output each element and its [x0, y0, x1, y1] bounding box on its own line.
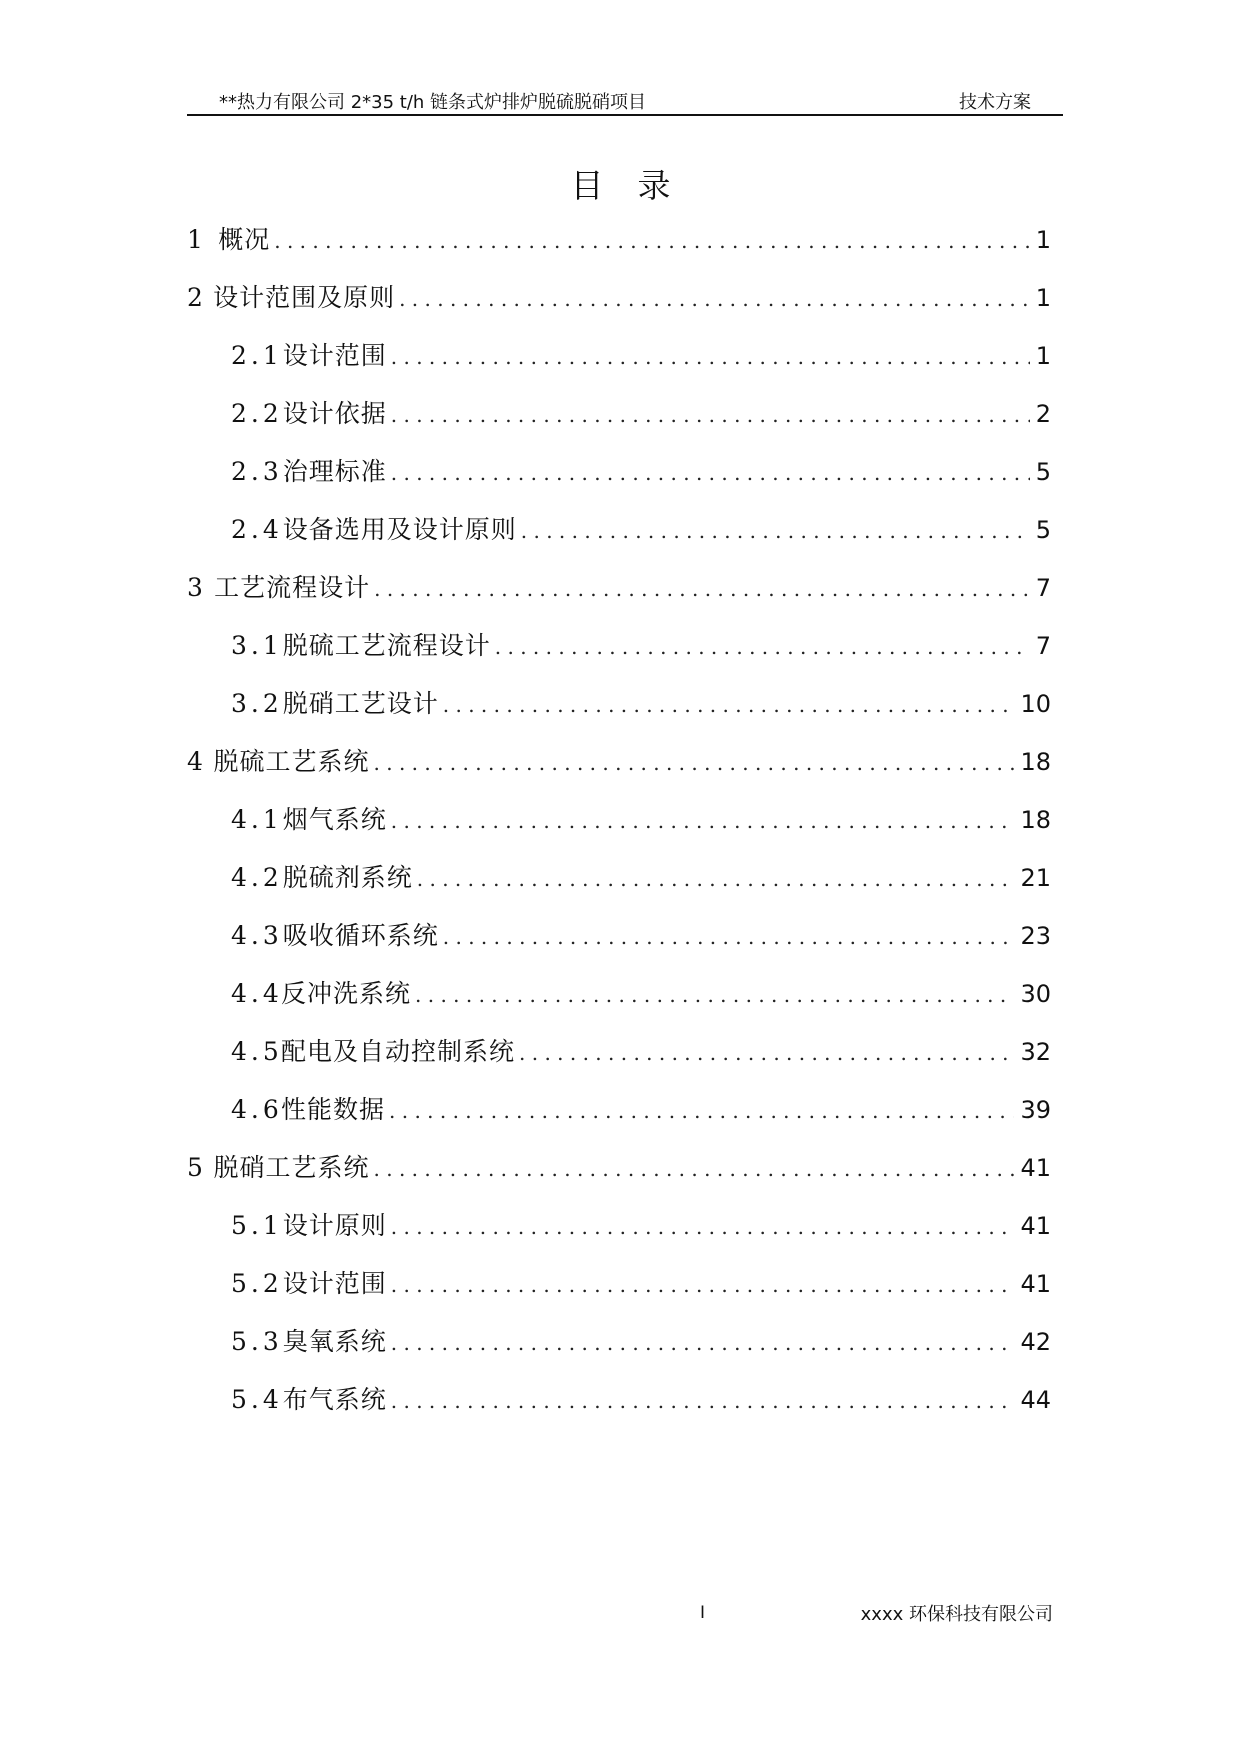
toc-entry[interactable] [187, 858, 1051, 898]
footer-company-name: xxxx 环保科技有限公司 [860, 1604, 1053, 1625]
dot-leader [389, 1091, 1014, 1131]
toc-entry-page: 44 [1020, 1386, 1051, 1414]
toc-entry[interactable] [187, 1264, 1051, 1304]
dot-leader [519, 1033, 1014, 1073]
toc-entry[interactable] [187, 974, 1051, 1014]
dot-leader [521, 511, 1030, 551]
toc-entry-label: 设备选用及设计原则 [282, 515, 517, 544]
toc-title: 目录 [570, 166, 705, 205]
toc-entry-label: 工艺流程设计 [214, 573, 371, 602]
toc-entry-number: 4.2 [231, 863, 283, 892]
toc-entry[interactable] [187, 1380, 1051, 1420]
toc-entry[interactable] [187, 394, 1051, 434]
dot-leader [391, 1265, 1015, 1305]
toc-entry-number: 3 [187, 573, 203, 602]
toc-entry[interactable] [187, 452, 1051, 492]
dot-leader [391, 395, 1030, 435]
toc-entry-number: 4.4 [231, 979, 283, 1008]
toc-entry-number: 5 [187, 1153, 203, 1182]
dot-leader [391, 1323, 1015, 1363]
header-project-title: **热力有限公司 2*35 t/h 链条式炉排炉脱硫脱硝项目 [219, 92, 647, 113]
toc-entry-page: 23 [1020, 922, 1051, 950]
toc-entry-page: 1 [1035, 226, 1051, 254]
toc-entry-page: 18 [1020, 806, 1051, 834]
toc-entry-page: 7 [1035, 632, 1051, 660]
toc-entry-label: 脱硫工艺流程设计 [282, 631, 491, 660]
dot-leader [374, 1149, 1015, 1189]
toc-entry-label: 设计原则 [282, 1211, 387, 1240]
toc-entry[interactable] [187, 742, 1051, 782]
toc-entry-label: 配电及自动控制系统 [281, 1037, 516, 1066]
toc-entry[interactable] [187, 568, 1051, 608]
toc-entry-label: 脱硫工艺系统 [213, 747, 370, 776]
toc-entry-page: 5 [1035, 458, 1051, 486]
toc-entry-number: 5.3 [231, 1327, 283, 1356]
dot-leader [415, 975, 1014, 1015]
toc-entry-number: 1 [187, 225, 203, 254]
toc-entry[interactable] [187, 1322, 1051, 1362]
dot-leader [417, 859, 1015, 899]
footer-page-number: I [700, 1603, 706, 1623]
toc-entry-label: 臭氧系统 [282, 1327, 387, 1356]
toc-entry-page: 21 [1020, 864, 1051, 892]
toc-entry-page: 1 [1035, 342, 1051, 370]
dot-leader [391, 801, 1015, 841]
dot-leader [374, 569, 1030, 609]
toc-entry-label: 设计范围 [282, 1269, 387, 1298]
toc-entry-label: 概况 [218, 225, 271, 254]
toc-entry[interactable] [187, 336, 1051, 376]
toc-entry[interactable] [187, 626, 1051, 666]
toc-entry-label: 吸收循环系统 [282, 921, 439, 950]
toc-entry-page: 32 [1020, 1038, 1051, 1066]
toc-entry-number: 2 [187, 283, 203, 312]
dot-leader [495, 627, 1030, 667]
header-doc-type: 技术方案 [959, 92, 1031, 113]
dot-leader [374, 743, 1015, 783]
toc-entry-label: 反冲洗系统 [281, 979, 412, 1008]
toc-entry-number: 2.2 [231, 399, 283, 428]
dot-leader [391, 337, 1030, 377]
toc-entry[interactable] [187, 1206, 1051, 1246]
toc-entry-page: 41 [1020, 1212, 1051, 1240]
toc-entry-label: 脱硝工艺系统 [213, 1153, 370, 1182]
toc-entry-number: 4.1 [231, 805, 283, 834]
toc-entry[interactable] [187, 510, 1051, 550]
dot-leader [443, 685, 1015, 725]
toc-entry-number: 2.3 [231, 457, 283, 486]
toc-entry[interactable] [187, 1148, 1051, 1188]
toc-entry[interactable] [187, 220, 1051, 260]
toc-entry-page: 5 [1035, 516, 1051, 544]
toc-entry-number: 3.1 [231, 631, 283, 660]
toc-entry-number: 5.2 [231, 1269, 283, 1298]
dot-leader [443, 917, 1015, 957]
toc-entry-number: 4.6 [231, 1095, 283, 1124]
toc-entry-number: 5.4 [231, 1385, 283, 1414]
toc-entry-label: 烟气系统 [282, 805, 387, 834]
toc-entry-label: 设计范围及原则 [213, 283, 396, 312]
dot-leader [391, 453, 1030, 493]
toc-entry-label: 治理标准 [282, 457, 387, 486]
toc-entry-label: 性能数据 [281, 1095, 386, 1124]
dot-leader [391, 1207, 1015, 1247]
toc-entry-page: 42 [1020, 1328, 1051, 1356]
toc-entry[interactable] [187, 916, 1051, 956]
toc-entry-number: 2.1 [231, 341, 283, 370]
toc-entry-number: 5.1 [231, 1211, 283, 1240]
dot-leader [274, 221, 1029, 261]
toc-entry[interactable] [187, 1032, 1051, 1072]
toc-entry-page: 7 [1035, 574, 1051, 602]
toc-entry-number: 4.3 [231, 921, 283, 950]
toc-entry-label: 脱硝工艺设计 [282, 689, 439, 718]
toc-entry-number: 4.5 [231, 1037, 283, 1066]
toc-entry-number: 3.2 [231, 689, 283, 718]
toc-entry-page: 39 [1020, 1096, 1051, 1124]
toc-entry-page: 30 [1020, 980, 1051, 1008]
toc-entry[interactable] [187, 278, 1051, 318]
toc-entry-label: 布气系统 [282, 1385, 387, 1414]
toc-entry[interactable] [187, 1090, 1051, 1130]
toc-entry-page: 2 [1035, 400, 1051, 428]
toc-entry[interactable] [187, 684, 1051, 724]
toc-entry[interactable] [187, 800, 1051, 840]
toc-entry-number: 4 [187, 747, 203, 776]
dot-leader [391, 1381, 1015, 1421]
toc-entry-label: 脱硫剂系统 [282, 863, 413, 892]
toc-entry-label: 设计范围 [282, 341, 387, 370]
dot-leader [399, 279, 1030, 319]
page-header [187, 86, 1063, 116]
toc-entry-page: 1 [1035, 284, 1051, 312]
toc-entry-page: 41 [1020, 1154, 1051, 1182]
toc-entry-page: 18 [1020, 748, 1051, 776]
toc-entry-label: 设计依据 [282, 399, 387, 428]
toc-entry-page: 41 [1020, 1270, 1051, 1298]
toc-entry-page: 10 [1020, 690, 1051, 718]
toc-entry-number: 2.4 [231, 515, 283, 544]
